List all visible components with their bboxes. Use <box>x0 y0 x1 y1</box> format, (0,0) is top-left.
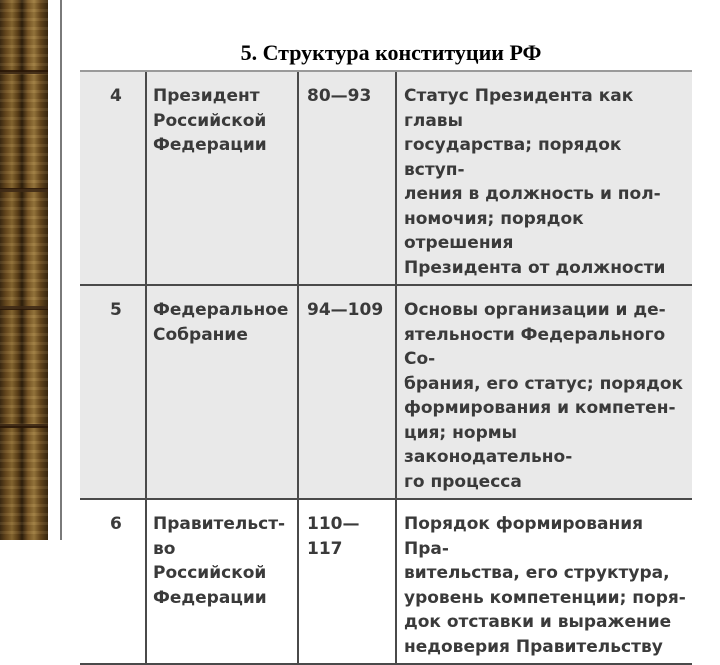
chapter-name-cell: Правительст- во Российской Федерации <box>146 499 298 664</box>
chapter-number-cell: 4 <box>80 72 146 285</box>
constitution-structure-table-image <box>80 70 692 657</box>
chapter-content-cell: Основы организации и де- ятельности Федерального Со- брания, его статус; порядок формирования и компетен- ция; нормы законодательно- го процесса <box>396 285 692 499</box>
constitution-structure-table <box>80 72 692 665</box>
chapter-number-cell: 6 <box>80 499 146 664</box>
chapter-number-cell: 5 <box>80 285 146 499</box>
chapter-content-cell: Порядок формирования Пра- вительства, его структура, уровень компетенции; поря- док отставки и выражение недоверия Правительству <box>396 499 692 664</box>
table-row <box>80 72 692 285</box>
articles-range-cell: 94—109 <box>298 285 396 499</box>
vertical-divider-line <box>60 0 62 540</box>
articles-range-cell: 80—93 <box>298 72 396 285</box>
chapter-name-cell: Президент Российской Федерации <box>146 72 298 285</box>
slide-title: 5. Структура конституции РФ <box>240 40 542 65</box>
table-row <box>80 499 692 664</box>
decorative-side-strip <box>0 0 48 540</box>
chapter-content-cell: Статус Президента как главы государства; порядок вступ- ления в должность и пол- номочия; порядок отрешения Президента от должности <box>396 72 692 285</box>
table-row <box>80 285 692 499</box>
chapter-name-cell: Федеральное Собрание <box>146 285 298 499</box>
articles-range-cell: 110—117 <box>298 499 396 664</box>
